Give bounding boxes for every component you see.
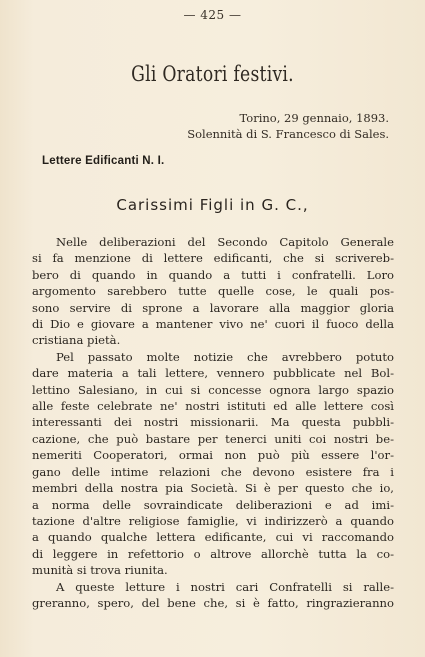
text-line: sono servire di sprone a lavorare alla maggior gloria [32, 300, 394, 315]
body-text [32, 234, 394, 611]
page-number: — 425 — [183, 8, 242, 22]
text-line: si fa menzione di lettere edificanti, che si scrivereb- [32, 251, 394, 266]
text-line: di leggere in refettorio o altrove allorchè tutta la co- [32, 546, 394, 561]
dateline-feast: Solennità di S. Francesco di Sales. [187, 127, 389, 141]
letter-label: Lettere Edificanti N. I. [42, 155, 165, 167]
text-line: cazione, che può bastare per tenerci uniti coi nostri be- [32, 431, 394, 446]
text-line: interessanti dei nostri missionarii. Ma questa pubbli- [32, 415, 394, 430]
page-title: Gli Oratori festivi. [131, 62, 294, 86]
text-line: gano delle intime relazioni che devono esistere fra i [32, 464, 394, 479]
text-line: greranno, spero, del bene che, si è fatto, ringrazieranno [32, 595, 394, 610]
text-line: munità si trova riunita. [32, 563, 168, 578]
text-line: Nelle deliberazioni del Secondo Capitolo Generale [56, 235, 394, 249]
text-line: argomento sarebbero tutte quelle cose, le quali pos- [32, 284, 394, 299]
text-line: membri della nostra pia Società. Si è per questo che io, [32, 481, 394, 496]
salutation: Carissimi Figli in G. C., [116, 196, 309, 214]
text-line: Pel passato molte notizie che avrebbero potuto [56, 349, 394, 364]
text-line: alle feste celebrate ne' nostri istituti ed alle lettere così [32, 399, 394, 414]
text-line: dare materia a tali lettere, vennero pubblicate nel Bol- [32, 366, 394, 381]
text-line: di Dio e giovare a mantener vivo ne' cuori il fuoco della [32, 317, 394, 332]
text-line: A queste letture i nostri cari Confratelli si ralle- [56, 579, 394, 594]
text-line: nemeriti Cooperatori, ormai non può più essere l'or- [32, 448, 394, 463]
dateline-place-date: Torino, 29 gennaio, 1893. [239, 111, 389, 125]
text-line: a norma delle sovraindicate deliberazioni e ad imi- [32, 497, 394, 512]
dateline [187, 110, 389, 142]
text-line: bero di quando in quando a tutti i confratelli. Loro [32, 267, 394, 282]
text-line: a quando qualche lettera edificante, cui vi raccomando [32, 530, 394, 545]
text-line: tazione d'altre religiose famiglie, vi indirizzerò a quando [32, 513, 394, 528]
text-line: lettino Salesiano, in cui si concesse ognora largo spazio [32, 382, 394, 397]
text-line: cristiana pietà. [32, 333, 121, 348]
